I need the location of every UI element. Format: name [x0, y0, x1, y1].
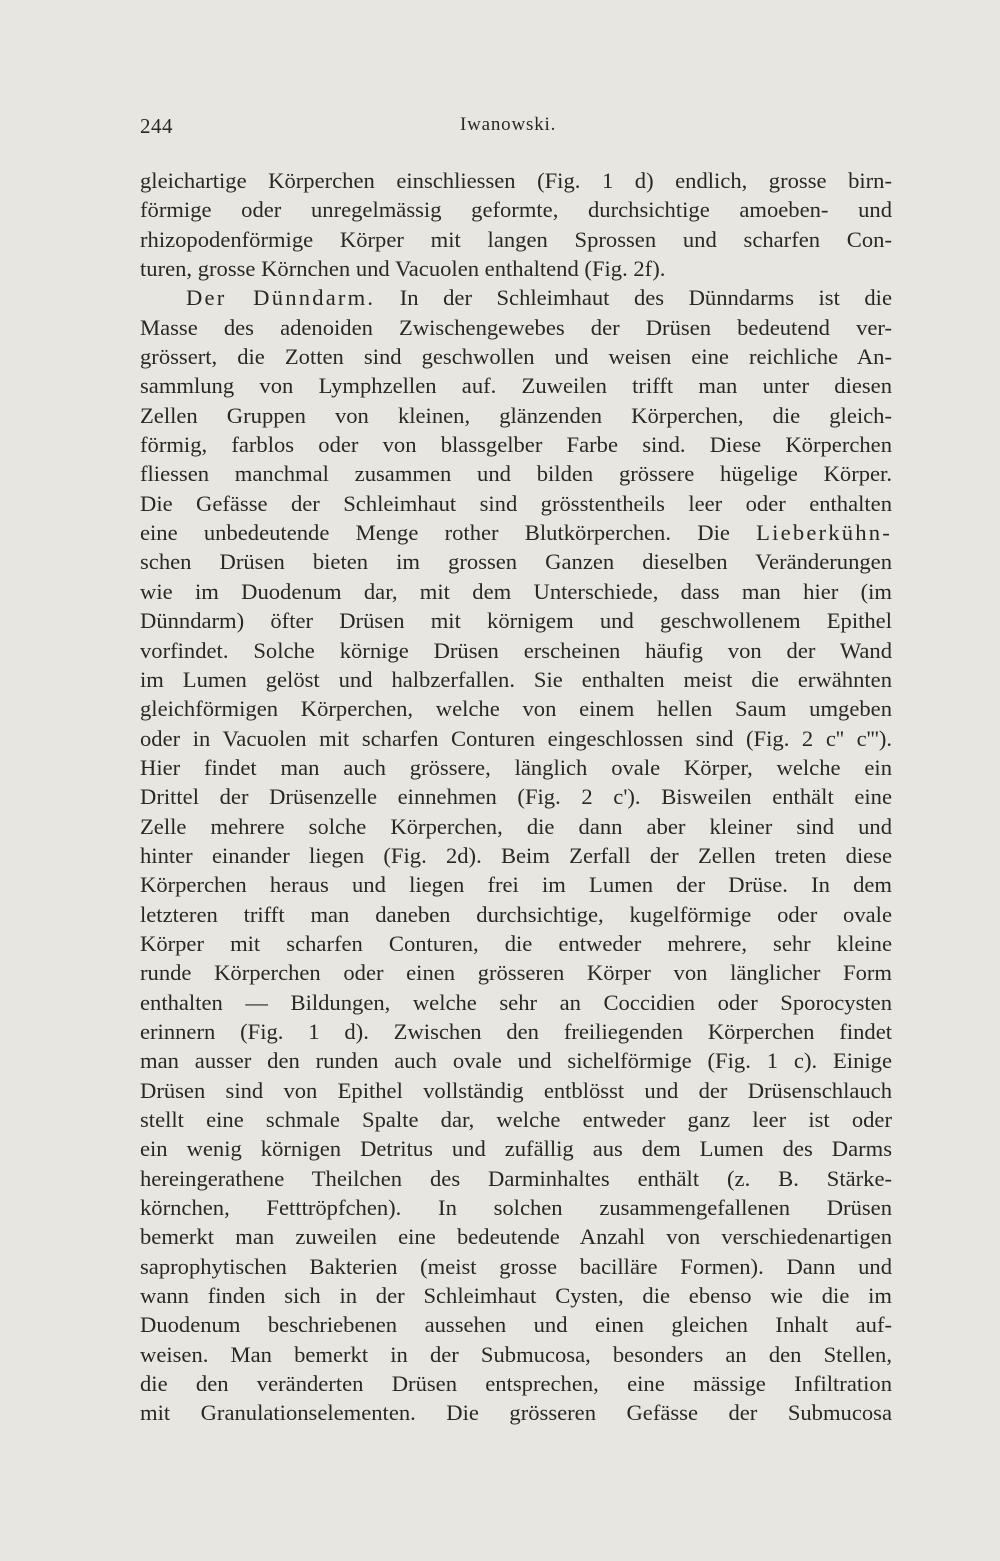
- line-text: grössert, die Zotten sind geschwollen und weisen eine reichliche An-: [140, 344, 892, 370]
- line-text: fliessen manchmal zusammen und bilden grössere hügelige Körper.: [140, 461, 892, 487]
- text-line: [140, 489, 892, 518]
- text-line: [140, 430, 892, 459]
- line-text: man ausser den runden auch ovale und sichelförmige (Fig. 1 c). Einige: [140, 1048, 892, 1074]
- line-text: Masse des adenoiden Zwischengewebes der Drüsen bedeutend ver-: [140, 314, 892, 340]
- text-line: [140, 371, 892, 400]
- line-text: enthalten — Bildungen, welche sehr an Coccidien oder Sporocysten: [140, 989, 892, 1015]
- running-head: [140, 114, 892, 144]
- section-heading: Der Dünndarm.: [186, 285, 376, 311]
- page-number: 244: [140, 114, 173, 138]
- text-line: [140, 1310, 892, 1339]
- line-text: turen, grosse Körnchen und Vacuolen enthaltend (Fig. 2f).: [140, 256, 666, 282]
- text-line: [140, 1017, 892, 1046]
- text-line: [140, 929, 892, 958]
- text-line: [140, 254, 892, 283]
- line-text: Duodenum beschriebenen aussehen und einen gleichen Inhalt auf-: [140, 1312, 892, 1338]
- text-line: [140, 958, 892, 987]
- line-text: vorfindet. Solche körnige Drüsen erscheinen häufig von der Wand: [140, 637, 892, 663]
- line-text: förmige oder unregelmässig geformte, durchsichtige amoeben- und: [140, 197, 892, 223]
- text-line: [140, 1046, 892, 1075]
- text-line: [140, 812, 892, 841]
- line-text: Zelle mehrere solche Körperchen, die dann aber kleiner sind und: [140, 813, 892, 839]
- text-line: [140, 1340, 892, 1369]
- line-text: oder in Vacuolen mit scharfen Conturen eingeschlossen sind (Fig. 2 c'' c''').: [140, 725, 892, 751]
- text-line: [140, 459, 892, 488]
- text-line: [140, 900, 892, 929]
- text-line: [140, 870, 892, 899]
- line-text: stellt eine schmale Spalte dar, welche entweder ganz leer ist oder: [140, 1107, 892, 1132]
- line-text: erinnern (Fig. 1 d). Zwischen den freiliegenden Körperchen findet: [140, 1018, 892, 1044]
- line-text: In der Schleimhaut des Dünndarms ist die: [375, 285, 892, 311]
- line-text: die den veränderten Drüsen entsprechen, eine mässige Infiltration: [140, 1371, 892, 1397]
- text-line: [140, 195, 892, 224]
- line-text: Hier findet man auch grössere, länglich ovale Körper, welche ein: [140, 754, 892, 780]
- line-text: wie im Duodenum dar, mit dem Unterschiede, dass man hier (im: [140, 578, 892, 604]
- text-line: [140, 1398, 892, 1427]
- text-line: [140, 1281, 892, 1310]
- text-line: [140, 225, 892, 254]
- text-line: [140, 1369, 892, 1398]
- text-line: [140, 518, 892, 547]
- line-text: Körperchen heraus und liegen frei im Lumen der Drüse. In dem: [140, 872, 892, 898]
- text-line: [140, 782, 892, 811]
- line-text: weisen. Man bemerkt in der Submucosa, besonders an den Stellen,: [140, 1341, 892, 1367]
- line-text: Drüsen sind von Epithel vollständig entblösst und der Drüsenschlauch: [140, 1077, 892, 1103]
- text-line: [140, 1193, 892, 1222]
- line-text: körnchen, Fetttröpfchen). In solchen zusammengefallenen Drüsen: [140, 1195, 892, 1221]
- text-line: [140, 988, 892, 1017]
- line-text: ein wenig körnigen Detritus und zufällig aus dem Lumen des Darms: [140, 1136, 892, 1162]
- line-text: mit Granulationselementen. Die grösseren Gefässe der Submucosa: [140, 1400, 892, 1426]
- running-title: Iwanowski.: [460, 114, 557, 135]
- line-text: Die Gefässe der Schleimhaut sind grösstentheils leer oder enthalten: [140, 490, 892, 516]
- spaced-name: Lieberkühn-: [756, 520, 892, 546]
- line-text: Dünndarm) öfter Drüsen mit körnigem und geschwollenem Epithel: [140, 608, 892, 634]
- body-text: [140, 166, 892, 1428]
- text-line: [140, 1076, 892, 1105]
- text-line: [140, 283, 892, 312]
- line-text: Drittel der Drüsenzelle einnehmen (Fig. 2 c'). Bisweilen enthält eine: [140, 784, 892, 810]
- text-line: [140, 724, 892, 753]
- line-text: förmig, farblos oder von blassgelber Farbe sind. Diese Körperchen: [140, 432, 892, 458]
- text-line: [140, 694, 892, 723]
- text-line: [140, 1252, 892, 1281]
- text-line: [140, 1222, 892, 1251]
- line-text: hinter einander liegen (Fig. 2d). Beim Zerfall der Zellen treten diese: [140, 842, 892, 868]
- text-line: [140, 401, 892, 430]
- line-text: rhizopodenförmige Körper mit langen Sprossen und scharfen Con-: [140, 226, 892, 252]
- text-line: [140, 1105, 892, 1134]
- line-text: sammlung von Lymphzellen auf. Zuweilen trifft man unter diesen: [140, 373, 892, 399]
- line-text: letzteren trifft man daneben durchsichtige, kugelförmige oder ovale: [140, 901, 892, 927]
- line-text: gleichartige Körperchen einschliessen (Fig. 1 d) endlich, grosse birn-: [140, 168, 892, 193]
- text-line: [140, 753, 892, 782]
- line-text: Körper mit scharfen Conturen, die entweder mehrere, sehr kleine: [140, 930, 892, 956]
- text-line: [140, 166, 892, 195]
- line-text: eine unbedeutende Menge rother Blutkörperchen. Die: [140, 520, 757, 546]
- line-text: im Lumen gelöst und halbzerfallen. Sie enthalten meist die erwähnten: [140, 666, 892, 692]
- line-text: wann finden sich in der Schleimhaut Cysten, die ebenso wie die im: [140, 1283, 892, 1309]
- text-line: [140, 313, 892, 342]
- text-line: [140, 665, 892, 694]
- text-line: [140, 1134, 892, 1163]
- text-line: [140, 1164, 892, 1193]
- line-text: schen Drüsen bieten im grossen Ganzen dieselben Veränderungen: [140, 549, 892, 575]
- text-line: [140, 577, 892, 606]
- line-text: saprophytischen Bakterien (meist grosse bacilläre Formen). Dann und: [140, 1253, 892, 1279]
- line-text: runde Körperchen oder einen grösseren Körper von länglicher Form: [140, 960, 892, 986]
- line-text: gleichförmigen Körperchen, welche von einem hellen Saum umgeben: [140, 696, 892, 722]
- text-line: [140, 547, 892, 576]
- text-line: [140, 636, 892, 665]
- text-line: [140, 841, 892, 870]
- line-text: bemerkt man zuweilen eine bedeutende Anzahl von verschiedenartigen: [140, 1224, 892, 1250]
- text-line: [140, 606, 892, 635]
- line-text: Zellen Gruppen von kleinen, glänzenden Körperchen, die gleich-: [140, 402, 892, 428]
- text-line: [140, 342, 892, 371]
- line-text: hereingerathene Theilchen des Darminhaltes enthält (z. B. Stärke-: [140, 1165, 892, 1191]
